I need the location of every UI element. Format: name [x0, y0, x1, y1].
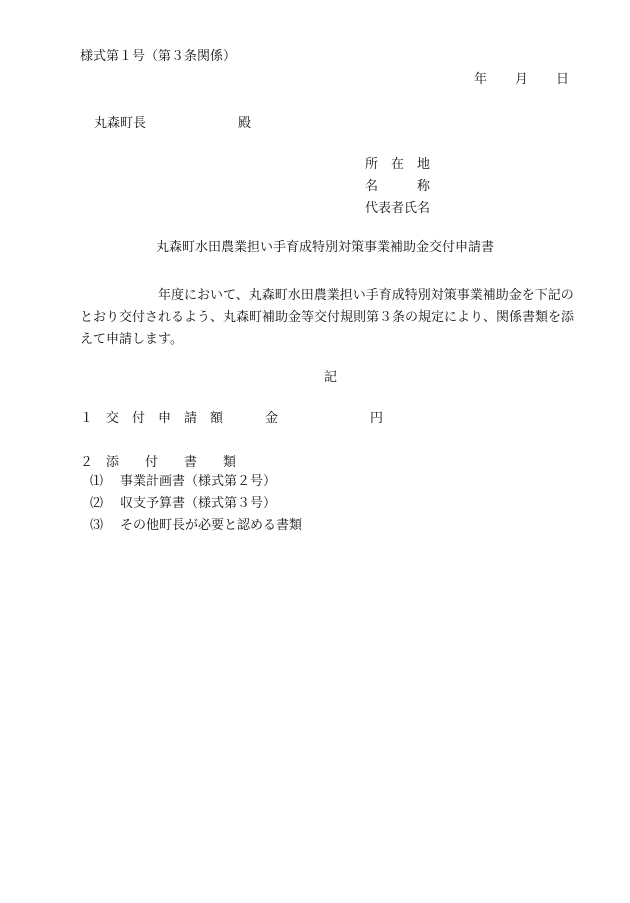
- attachment-number: ⑴: [90, 474, 104, 489]
- body-text: 年度において、丸森町水田農業担い手育成特別対策事業補助金を下記のとおり交付されるよう、丸森町補助金等交付規則第３条の規定により、関係書類を添えて申請します。: [80, 288, 575, 347]
- addressee-name: 丸森町長: [94, 116, 147, 131]
- body-paragraph: [80, 285, 585, 351]
- date-year-label: 年: [474, 72, 488, 87]
- list-item: [90, 474, 302, 496]
- list-item: [90, 518, 302, 540]
- attachment-list: [90, 474, 302, 540]
- addressee-honorific: 殿: [238, 116, 252, 131]
- date-line: [474, 72, 569, 88]
- applicant-address-label: 所 在 地: [365, 157, 431, 172]
- item-application-amount: [80, 411, 383, 427]
- item-attachments-heading: ２ 添 付 書 類: [80, 455, 237, 470]
- item1-amount-label: 金: [265, 411, 279, 426]
- item1-unit: 円: [370, 411, 384, 426]
- applicant-name-label: 名 称: [365, 179, 431, 194]
- applicant-representative-label: 代表者氏名: [365, 201, 431, 216]
- applicant-block: [365, 157, 430, 223]
- attachment-number: ⑶: [90, 518, 104, 533]
- date-month-label: 月: [515, 72, 529, 87]
- form-number: 様式第１号（第３条関係）: [80, 49, 237, 64]
- attachment-text: 収支予算書（様式第３号）: [120, 496, 277, 511]
- document-title: 丸森町水田農業担い手育成特別対策事業補助金交付申請書: [156, 240, 495, 255]
- attachment-text: 事業計画書（様式第２号）: [120, 474, 277, 489]
- attachment-text: その他町長が必要と認める書類: [120, 518, 303, 533]
- date-day-label: 日: [556, 72, 570, 87]
- ki-heading: 記: [324, 370, 338, 385]
- list-item: [90, 496, 302, 518]
- item1-label: １ 交 付 申 請 額: [80, 411, 224, 426]
- attachment-number: ⑵: [90, 496, 104, 511]
- addressee: [94, 116, 251, 132]
